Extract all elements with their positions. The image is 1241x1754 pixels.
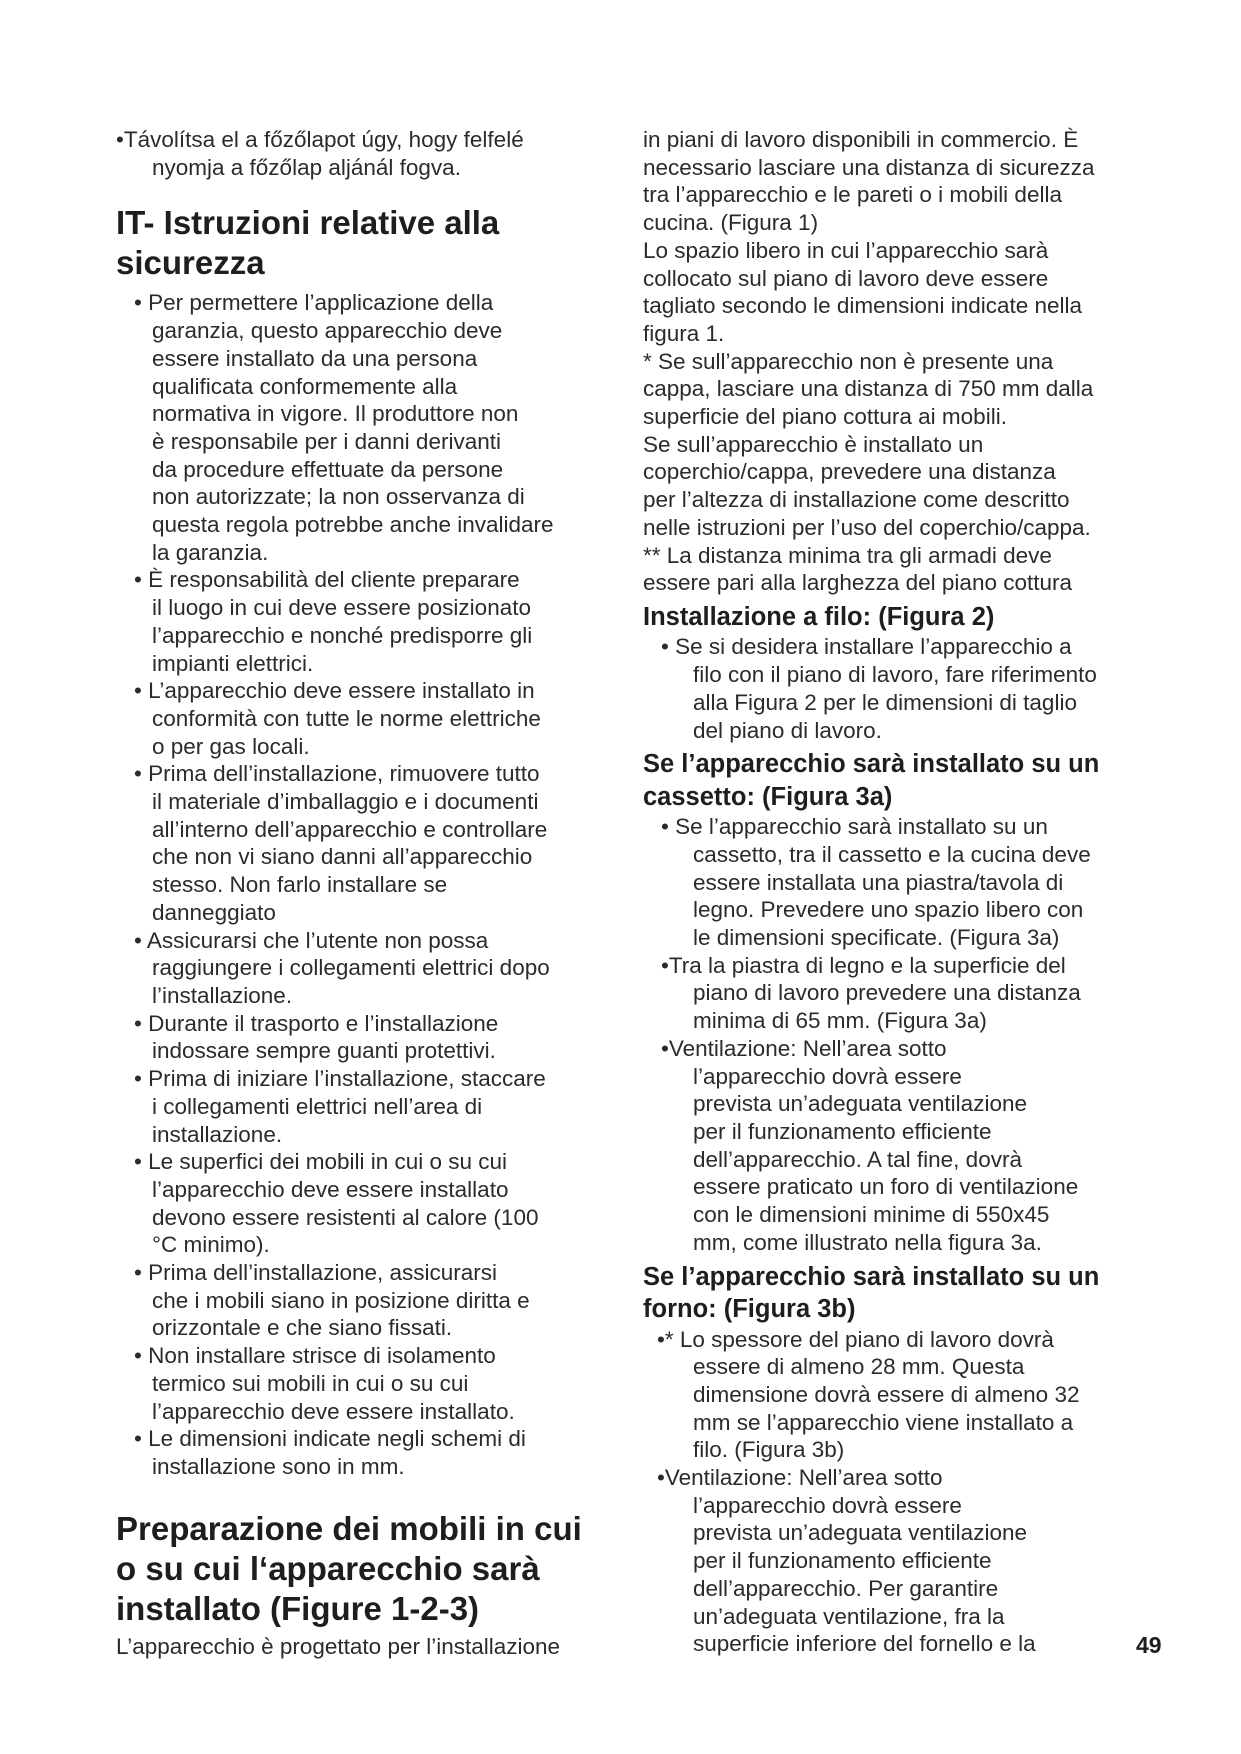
list-item — [643, 813, 1148, 952]
paragraph-line: necessario lasciare una distanza di sicurezza — [643, 154, 1095, 180]
paragraph-line: cappa, lasciare una distanza di 750 mm dalla — [643, 376, 1094, 402]
drawer-heading-line: Se l’apparecchio sarà installato su un — [643, 750, 1100, 779]
paragraph-line: tagliato secondo le dimensioni indicate nella — [643, 293, 1083, 319]
flush-install-heading: Installazione a filo: (Figura 2) — [643, 602, 995, 631]
list-item — [116, 677, 616, 760]
intro-bullet-line: nyomja a főzőlap aljánál fogva. — [152, 154, 461, 180]
list-item-line: •Tra la piastra di legno e la superficie del — [661, 952, 1066, 978]
list-item-line: dell’apparecchio. Per garantire — [693, 1575, 999, 1601]
list-item-line: raggiungere i collegamenti elettrici dopo — [152, 955, 550, 981]
list-item-line: indossare sempre guanti protettivi. — [152, 1038, 496, 1064]
list-item-line: minima di 65 mm. (Figura 3a) — [693, 1008, 987, 1034]
list-item-line: essere di almeno 28 mm. Questa — [693, 1354, 1025, 1380]
list-item-line: • L’apparecchio deve essere installato in — [134, 678, 535, 704]
list-item — [116, 1259, 616, 1342]
furniture-heading-line: installato (Figure 1-2-3) — [116, 1589, 480, 1627]
drawer-heading-line: cassetto: (Figura 3a) — [643, 782, 893, 811]
list-item-line: essere installata una piastra/tavola di — [693, 869, 1064, 895]
list-item-line: l’apparecchio e nonché predisporre gli — [152, 622, 533, 648]
oven-heading-line: Se l’apparecchio sarà installato su un — [643, 1262, 1100, 1291]
paragraph-line: superficie del piano cottura ai mobili. — [643, 404, 1007, 430]
intro-bullet — [116, 126, 616, 181]
list-item-line: che non vi siano danni all’apparecchio — [152, 844, 533, 870]
paragraph-line: cucina. (Figura 1) — [643, 210, 819, 236]
list-item-line: normativa in vigore. Il produttore non — [152, 401, 519, 427]
list-item-line: legno. Prevedere uno spazio libero con — [693, 897, 1084, 923]
paragraph-line: coperchio/cappa, prevedere una distanza — [643, 459, 1056, 485]
list-item-line: • Prima di iniziare l’installazione, staccare — [134, 1066, 546, 1092]
list-item-line: • Prima dell’installazione, assicurarsi — [134, 1260, 498, 1286]
paragraph-line: Se sull’apparecchio è installato un — [643, 431, 984, 457]
list-item-line: orizzontale e che siano fissati. — [152, 1315, 453, 1341]
list-item-line: stesso. Non farlo installare se — [152, 872, 448, 898]
list-item-line: alla Figura 2 per le dimensioni di taglio — [693, 689, 1077, 715]
list-item — [116, 760, 616, 926]
furniture-heading-line: Preparazione dei mobili in cui — [116, 1509, 582, 1547]
oven-install-bullets — [643, 1326, 1148, 1658]
installation-paragraph — [643, 126, 1148, 597]
left-column — [116, 126, 616, 1660]
paragraph-line: collocato sul piano di lavoro deve essere — [643, 265, 1049, 291]
right-column — [643, 126, 1148, 1658]
list-item-line: filo. (Figura 3b) — [693, 1437, 845, 1463]
list-item-line: l’installazione. — [152, 982, 293, 1008]
list-item-line: prevista un’adeguata ventilazione — [693, 1091, 1027, 1117]
list-item-line: installazione sono in mm. — [152, 1453, 405, 1479]
list-item-line: mm se l’apparecchio viene installato a — [693, 1409, 1074, 1435]
list-item-line: questa regola potrebbe anche invalidare — [152, 512, 554, 538]
oven-install-heading — [643, 1261, 1148, 1326]
list-item-line: • Prima dell’installazione, rimuovere tutto — [134, 761, 540, 787]
list-item-line: cassetto, tra il cassetto e la cucina deve — [693, 841, 1091, 867]
oven-heading-line: forno: (Figura 3b) — [643, 1295, 856, 1324]
list-item-line: • Durante il trasporto e l’installazione — [134, 1010, 499, 1036]
list-item-line: °C minimo). — [152, 1232, 270, 1258]
list-item-line: la garanzia. — [152, 539, 269, 565]
list-item-line: termico sui mobili in cui o su cui — [152, 1370, 469, 1396]
list-item-line: danneggiato — [152, 899, 276, 925]
list-item — [643, 1326, 1148, 1465]
paragraph-line: ** La distanza minima tra gli armadi deve — [643, 542, 1052, 568]
paragraph-line: essere pari alla larghezza del piano cottura — [643, 570, 1073, 596]
list-item — [116, 1425, 616, 1480]
list-item-line: • Per permettere l’applicazione della — [134, 290, 494, 316]
list-item — [116, 566, 616, 677]
list-item-line: dell’apparecchio. A tal fine, dovrà — [693, 1146, 1022, 1172]
list-item-line: il luogo in cui deve essere posizionato — [152, 595, 531, 621]
list-item-line: conformità con tutte le norme elettriche — [152, 705, 541, 731]
list-item-line: un’adeguata ventilazione, fra la — [693, 1603, 1005, 1629]
list-item-line: • È responsabilità del cliente preparare — [134, 567, 520, 593]
list-item-line: • Le dimensioni indicate negli schemi di — [134, 1426, 526, 1452]
list-item-line: l’apparecchio dovrà essere — [693, 1492, 962, 1518]
list-item-line: filo con il piano di lavoro, fare riferimento — [693, 662, 1097, 688]
list-item-line: piano di lavoro prevedere una distanza — [693, 980, 1081, 1006]
furniture-heading — [116, 1509, 616, 1629]
list-item — [643, 1035, 1148, 1257]
list-item-line: non autorizzate; la non osservanza di — [152, 484, 525, 510]
list-item — [116, 1010, 616, 1065]
list-item — [116, 927, 616, 1010]
page-number: 49 — [1136, 1632, 1162, 1658]
list-item-line: qualificata conformemente alla — [152, 373, 458, 399]
list-item-line: l’apparecchio dovrà essere — [693, 1063, 962, 1089]
paragraph-line: figura 1. — [643, 320, 725, 346]
list-item — [643, 633, 1148, 744]
list-item-line: •Ventilazione: Nell’area sotto — [657, 1465, 943, 1491]
list-item-line: essere praticato un foro di ventilazione — [693, 1174, 1079, 1200]
list-item-line: essere installato da una persona — [152, 345, 478, 371]
list-item-line: per il funzionamento efficiente — [693, 1119, 992, 1144]
list-item — [643, 1464, 1148, 1658]
list-item — [116, 1148, 616, 1259]
list-item-line: mm, come illustrato nella figura 3a. — [693, 1229, 1042, 1255]
list-item-line: l’apparecchio deve essere installato — [152, 1176, 509, 1202]
list-item-line: • Non installare strisce di isolamento — [134, 1343, 496, 1369]
safety-heading-line: sicurezza — [116, 244, 265, 282]
list-item — [116, 289, 616, 566]
list-item-line: del piano di lavoro. — [693, 717, 882, 743]
list-item-line: l’apparecchio deve essere installato. — [152, 1398, 515, 1424]
list-item-line: • Le superfici dei mobili in cui o su cui — [134, 1149, 508, 1175]
list-item-line: • Assicurarsi che l’utente non possa — [134, 927, 489, 953]
list-item-line: per il funzionamento efficiente — [693, 1548, 992, 1574]
paragraph-line: nelle istruzioni per l’uso del coperchio/cappa. — [643, 514, 1091, 540]
list-item-line: dimensione dovrà essere di almeno 32 — [693, 1381, 1080, 1407]
paragraph-line: Lo spazio libero in cui l’apparecchio sarà — [643, 237, 1049, 263]
drawer-install-heading — [643, 748, 1148, 813]
intro-bullet-line: •Távolítsa el a főzőlapot úgy, hogy felfelé — [116, 127, 524, 152]
list-item — [116, 1065, 616, 1148]
list-item-line: che i mobili siano in posizione diritta e — [152, 1287, 530, 1313]
list-item-line: il materiale d’imballaggio e i documenti — [152, 789, 539, 815]
safety-bullet-list — [116, 289, 616, 1480]
list-item-line: all’interno dell’apparecchio e controllare — [152, 816, 548, 842]
list-item-line: devono essere resistenti al calore (100 — [152, 1204, 539, 1230]
list-item-line: impianti elettrici. — [152, 650, 314, 676]
list-item-line: • Se l’apparecchio sarà installato su un — [661, 814, 1048, 840]
flush-install-bullets — [643, 633, 1148, 744]
list-item-line: superficie inferiore del fornello e la — [693, 1631, 1036, 1657]
list-item-line: garanzia, questo apparecchio deve — [152, 318, 503, 344]
list-item-line: da procedure effettuate da persone — [152, 456, 504, 482]
paragraph-line: in piani di lavoro disponibili in commercio. È — [643, 127, 1079, 152]
drawer-install-bullets — [643, 813, 1148, 1256]
list-item-line: i collegamenti elettrici nell’area di — [152, 1093, 483, 1119]
list-item — [643, 952, 1148, 1035]
list-item-line: con le dimensioni minime di 550x45 — [693, 1202, 1050, 1228]
list-item-line: è responsabile per i danni derivanti — [152, 428, 501, 454]
paragraph-line: * Se sull’apparecchio non è presente una — [643, 348, 1054, 374]
list-item-line: installazione. — [152, 1121, 283, 1147]
paragraph-line: per l’altezza di installazione come descritto — [643, 487, 1070, 513]
list-item — [116, 1342, 616, 1425]
paragraph-line: tra l’apparecchio e le pareti o i mobili della — [643, 182, 1062, 208]
list-item-line: o per gas locali. — [152, 733, 310, 759]
list-item-line: •* Lo spessore del piano di lavoro dovrà — [657, 1326, 1054, 1352]
list-item-line: le dimensioni specificate. (Figura 3a) — [693, 925, 1060, 951]
safety-heading-line: IT- Istruzioni relative alla — [116, 204, 500, 242]
list-item-line: prevista un’adeguata ventilazione — [693, 1520, 1027, 1546]
closing-paragraph: L’apparecchio è progettato per l’installazione — [116, 1633, 561, 1659]
list-item-line: • Se si desidera installare l’apparecchio a — [661, 634, 1072, 660]
furniture-heading-line: o su cui l‘apparecchio sarà — [116, 1549, 540, 1587]
safety-heading — [116, 203, 616, 283]
list-item-line: •Ventilazione: Nell’area sotto — [661, 1035, 947, 1061]
